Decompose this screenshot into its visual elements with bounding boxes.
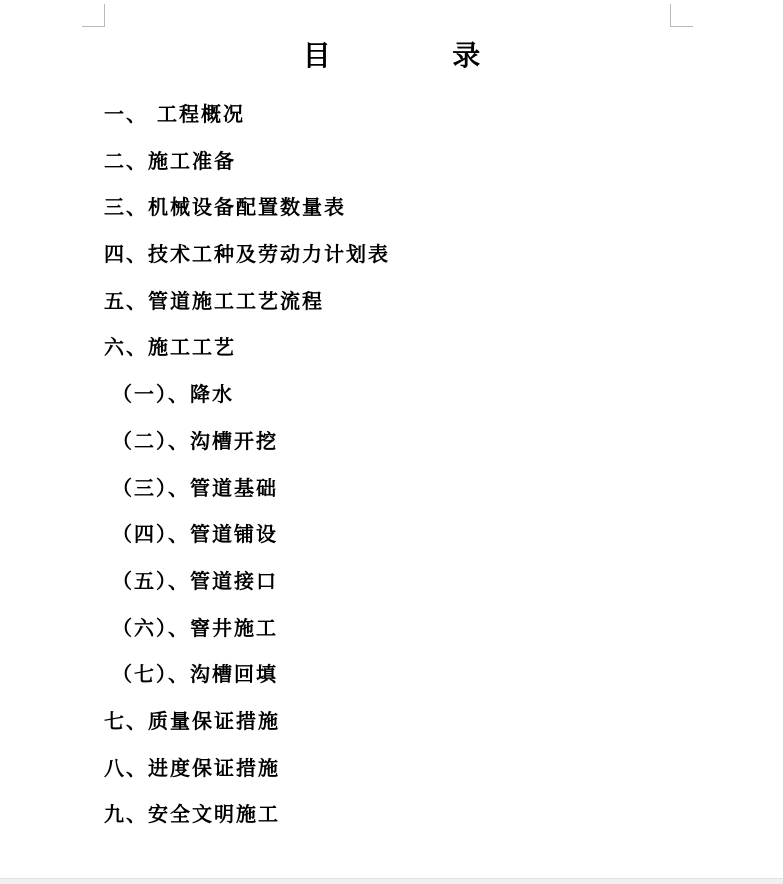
toc-subitem[interactable]: （三）、管道基础 — [112, 475, 278, 500]
toc-item[interactable]: 八、进度保证措施 — [104, 755, 280, 780]
toc-subitem[interactable]: （六）、窨井施工 — [112, 615, 278, 640]
crop-mark-top-right — [670, 4, 693, 27]
toc-subitem[interactable]: （一）、降水 — [112, 382, 234, 407]
toc-item[interactable]: 二、施工准备 — [104, 148, 236, 173]
toc-item[interactable]: 六、施工工艺 — [104, 335, 236, 360]
page-title: 目 录 — [302, 39, 515, 72]
toc-subitem[interactable]: （二）、沟槽开挖 — [112, 428, 278, 453]
toc-item[interactable]: 九、安全文明施工 — [104, 802, 280, 827]
toc-subitem[interactable]: （四）、管道铺设 — [112, 522, 278, 547]
toc-item[interactable]: 三、机械设备配置数量表 — [104, 195, 346, 220]
crop-mark-top-left — [82, 4, 105, 27]
toc-item[interactable]: 五、管道施工工艺流程 — [104, 288, 324, 313]
toc-item[interactable]: 七、质量保证措施 — [104, 708, 280, 733]
toc-item[interactable]: 四、技术工种及劳动力计划表 — [104, 242, 390, 267]
toc-item[interactable]: 一、 工程概况 — [104, 102, 245, 126]
toc-subitem[interactable]: （五）、管道接口 — [112, 568, 278, 593]
toc-subitem[interactable]: （七）、沟槽回填 — [112, 662, 278, 687]
table-of-contents — [104, 97, 390, 844]
page-bottom-edge — [0, 878, 783, 884]
